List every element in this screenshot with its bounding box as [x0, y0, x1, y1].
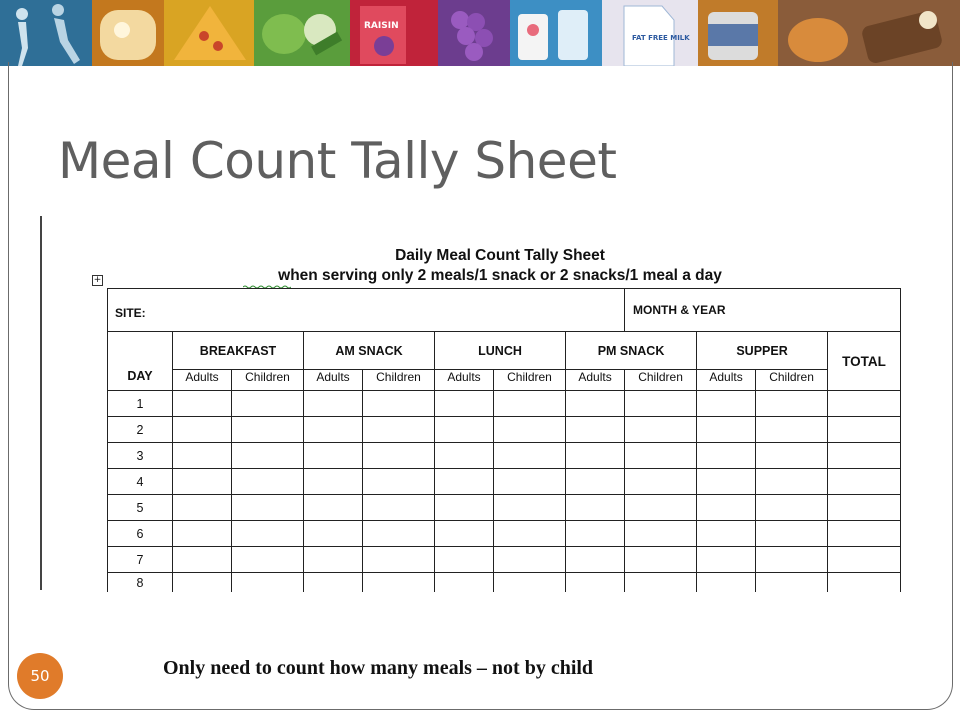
tally-cell[interactable] [494, 391, 566, 417]
sub-header-children: Children [363, 370, 435, 391]
tally-cell[interactable] [435, 417, 494, 443]
site-field[interactable]: SITE: [108, 289, 625, 332]
sub-header-adults: Adults [304, 370, 363, 391]
tally-cell[interactable] [232, 391, 304, 417]
grapes-icon [438, 0, 510, 66]
tally-cell[interactable] [232, 521, 304, 547]
tally-cell[interactable] [566, 495, 625, 521]
tally-cell[interactable] [828, 495, 901, 521]
day-number: 5 [108, 495, 173, 521]
sub-header-children: Children [625, 370, 697, 391]
table-row [108, 495, 901, 521]
meat-icon [778, 0, 960, 66]
svg-text:FAT FREE MILK: FAT FREE MILK [632, 34, 690, 42]
sub-header-adults: Adults [697, 370, 756, 391]
tally-cell[interactable] [625, 521, 697, 547]
tally-cell[interactable] [756, 443, 828, 469]
scan-edge-line [40, 216, 42, 590]
tally-cell[interactable] [828, 469, 901, 495]
tally-cell[interactable] [828, 521, 901, 547]
vegetables-icon [254, 0, 350, 66]
sub-header-children: Children [494, 370, 566, 391]
canned-fish-icon [698, 0, 778, 66]
sub-header-adults: Adults [435, 370, 494, 391]
tally-cell[interactable] [566, 521, 625, 547]
tally-cell[interactable] [697, 469, 756, 495]
tally-cell[interactable] [435, 573, 494, 593]
tally-cell[interactable] [566, 469, 625, 495]
meal-header-lunch: LUNCH [435, 332, 566, 370]
svg-text:RAISIN: RAISIN [364, 21, 399, 31]
total-column-header: TOTAL [828, 332, 901, 391]
tally-cell[interactable] [625, 443, 697, 469]
day-number: 6 [108, 521, 173, 547]
page-number-badge: 50 [17, 653, 63, 699]
tally-cell[interactable] [625, 417, 697, 443]
tally-cell[interactable] [625, 547, 697, 573]
tally-cell[interactable] [435, 547, 494, 573]
table-row [108, 443, 901, 469]
tally-cell[interactable] [625, 495, 697, 521]
tally-cell[interactable] [173, 469, 232, 495]
food-banner [0, 0, 960, 66]
tally-cell[interactable] [566, 417, 625, 443]
tally-cell[interactable] [363, 443, 435, 469]
meal-header-pm-snack: PM SNACK [566, 332, 697, 370]
sub-header-adults: Adults [173, 370, 232, 391]
form-subtitle: when serving only 2 meals/1 snack or 2 snacks/1 meal a day [278, 267, 722, 284]
tally-cell[interactable] [828, 443, 901, 469]
tally-cell[interactable] [494, 443, 566, 469]
tally-cell[interactable] [697, 417, 756, 443]
tally-cell[interactable] [304, 417, 363, 443]
sub-header-adults: Adults [566, 370, 625, 391]
tally-cell[interactable] [828, 391, 901, 417]
tally-cell[interactable] [435, 391, 494, 417]
tally-cell[interactable] [232, 469, 304, 495]
tally-cell[interactable] [363, 573, 435, 593]
milk-carton-icon [602, 0, 698, 66]
tally-cell[interactable] [494, 469, 566, 495]
raisin-box-icon [350, 0, 438, 66]
tally-cell[interactable] [756, 495, 828, 521]
meal-header-breakfast: BREAKFAST [173, 332, 304, 370]
table-row [108, 573, 901, 593]
tally-cell[interactable] [363, 547, 435, 573]
slide-note: Only need to count how many meals – not by child [163, 657, 594, 679]
tally-cell[interactable] [566, 443, 625, 469]
tally-cell[interactable] [756, 573, 828, 593]
tally-cell[interactable] [232, 443, 304, 469]
pizza-icon [164, 0, 254, 66]
tally-cell[interactable] [232, 495, 304, 521]
tally-cell[interactable] [697, 495, 756, 521]
tally-cell[interactable] [494, 417, 566, 443]
day-number: 1 [108, 391, 173, 417]
tally-cell[interactable] [435, 495, 494, 521]
tally-cell[interactable] [173, 495, 232, 521]
tally-cell[interactable] [173, 417, 232, 443]
tally-cell[interactable] [304, 521, 363, 547]
tally-cell[interactable] [435, 469, 494, 495]
tally-cell[interactable] [173, 521, 232, 547]
table-move-handle-icon[interactable]: + [93, 275, 102, 285]
tally-cell[interactable] [363, 469, 435, 495]
tally-cell[interactable] [566, 391, 625, 417]
bread-icon [92, 0, 164, 66]
tally-cell[interactable] [566, 547, 625, 573]
tally-cell[interactable] [173, 547, 232, 573]
table-row [108, 391, 901, 417]
day-number: 4 [108, 469, 173, 495]
day-number: 3 [108, 443, 173, 469]
tally-cell[interactable] [697, 547, 756, 573]
day-number: 8 [108, 573, 173, 593]
table-row [108, 417, 901, 443]
tally-cell[interactable] [363, 521, 435, 547]
tally-cell[interactable] [304, 547, 363, 573]
tally-cell[interactable] [232, 573, 304, 593]
tally-cell[interactable] [304, 391, 363, 417]
runner-silhouettes-icon [0, 0, 92, 66]
form-title: Daily Meal Count Tally Sheet [395, 247, 605, 264]
tally-cell[interactable] [756, 417, 828, 443]
tally-cell[interactable] [828, 547, 901, 573]
yogurt-icon [510, 0, 602, 66]
tally-cell[interactable] [232, 547, 304, 573]
slide-title: Meal Count Tally Sheet [58, 132, 617, 190]
tally-cell[interactable] [363, 417, 435, 443]
tally-cell[interactable] [363, 391, 435, 417]
tally-cell[interactable] [173, 391, 232, 417]
table-row [108, 469, 901, 495]
tally-table [107, 288, 901, 592]
day-column-header: DAY [108, 332, 173, 391]
month-year-field[interactable]: MONTH & YEAR [625, 289, 901, 332]
tally-cell[interactable] [828, 417, 901, 443]
tally-cell[interactable] [697, 443, 756, 469]
tally-cell[interactable] [173, 443, 232, 469]
form-heading [100, 246, 900, 286]
sub-header-children: Children [756, 370, 828, 391]
tally-cell[interactable] [697, 391, 756, 417]
tally-cell[interactable] [304, 469, 363, 495]
tally-cell[interactable] [697, 521, 756, 547]
tally-cell[interactable] [363, 495, 435, 521]
sub-header-children: Children [232, 370, 304, 391]
tally-cell[interactable] [232, 417, 304, 443]
day-number: 7 [108, 547, 173, 573]
tally-cell[interactable] [304, 573, 363, 593]
meal-header-am-snack: AM SNACK [304, 332, 435, 370]
tally-cell[interactable] [756, 521, 828, 547]
table-row [108, 521, 901, 547]
tally-cell[interactable] [494, 573, 566, 593]
tally-cell[interactable] [435, 443, 494, 469]
tally-cell[interactable] [435, 521, 494, 547]
tally-cell[interactable] [625, 391, 697, 417]
tally-cell[interactable] [304, 495, 363, 521]
table-row [108, 547, 901, 573]
tally-cell[interactable] [828, 573, 901, 593]
tally-cell[interactable] [304, 443, 363, 469]
tally-cell[interactable] [494, 547, 566, 573]
tally-cell[interactable] [494, 495, 566, 521]
day-number: 2 [108, 417, 173, 443]
tally-cell[interactable] [756, 469, 828, 495]
tally-cell[interactable] [494, 521, 566, 547]
tally-cell[interactable] [756, 391, 828, 417]
tally-cell[interactable] [566, 573, 625, 593]
tally-cell[interactable] [625, 573, 697, 593]
tally-cell[interactable] [756, 547, 828, 573]
tally-cell[interactable] [625, 469, 697, 495]
meal-header-supper: SUPPER [697, 332, 828, 370]
tally-cell[interactable] [173, 573, 232, 593]
tally-cell[interactable] [697, 573, 756, 593]
